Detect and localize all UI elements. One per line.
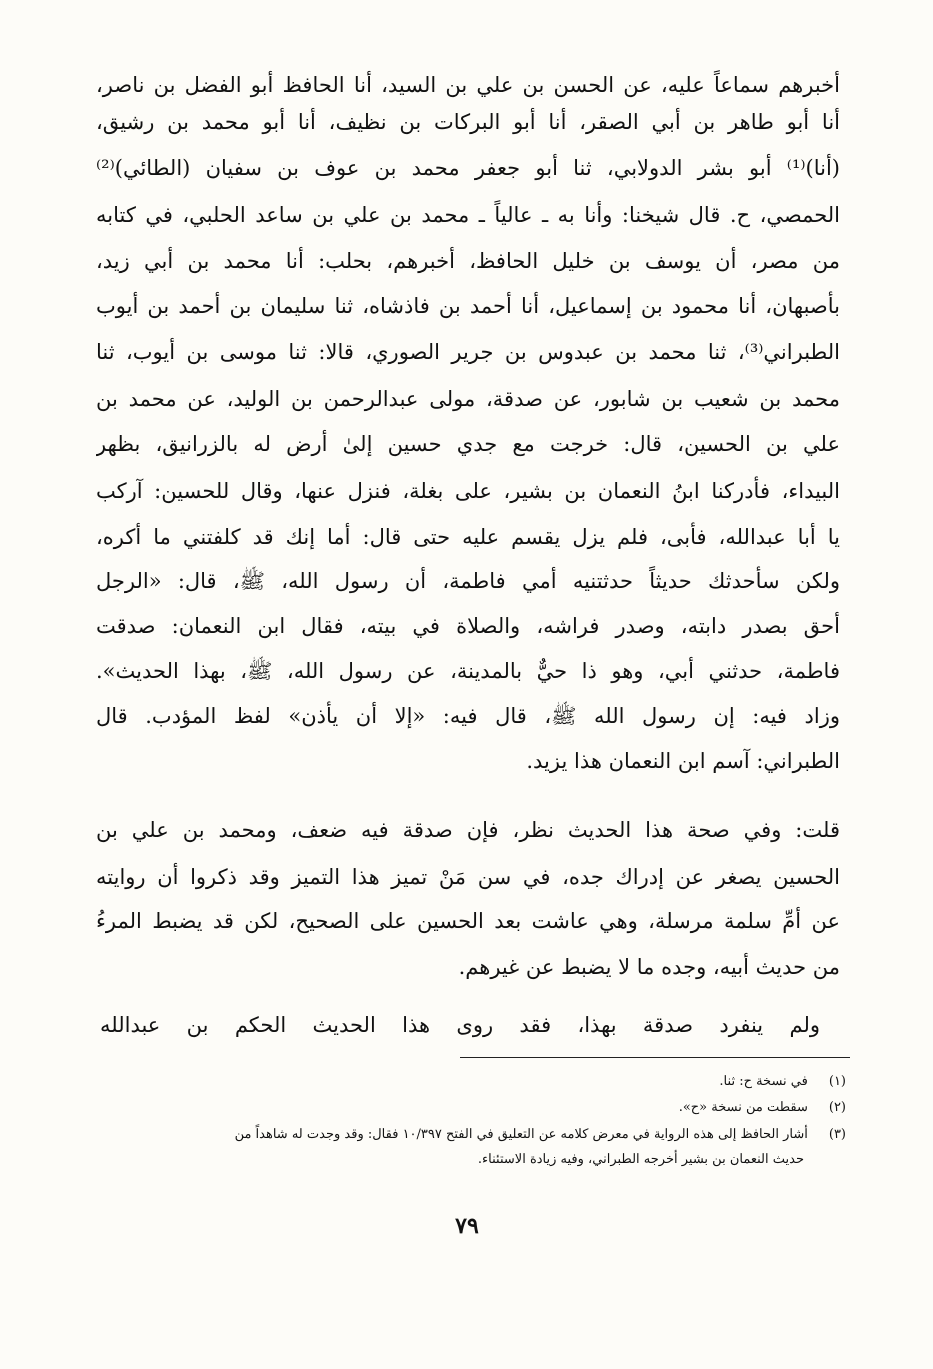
page-number: ٧٩	[455, 1213, 479, 1239]
paragraph2-line: الحسين يصغر عن إدراك جده، في سن مَنْ تميز هذا التميز وقد ذكروا أن روايته	[96, 865, 840, 889]
footnote-text: سقطت من نسخة «ح».	[678, 1100, 808, 1115]
footnote-text: في نسخة ح: ثنا.	[719, 1074, 808, 1089]
paragraph1-line: أخبرهم سماعاً عليه، عن الحسن بن علي بن السيد، أنا الحافظ أبو الفضل بن ناصر،	[96, 73, 840, 97]
footnote-continuation: حديث النعمان بن بشير أخرجه الطبراني، وفيه زيادة الاستئناء.	[477, 1152, 804, 1167]
paragraph2-line: من حديث أبيه، وجده ما لا يضبط عن غيرهم.	[458, 955, 840, 979]
footnote-number: (٢)	[828, 1100, 846, 1115]
paragraph1-line: بأصبهان، أنا محمود بن إسماعيل، أنا أحمد بن فاذشاه، ثنا سليمان بن أحمد بن أيوب	[96, 294, 840, 318]
paragraph1-line: وزاد فيه: إن رسول الله ﷺ، قال فيه: «إلا أن يأذن» لفظ المؤدب. قال	[96, 704, 840, 728]
footnote-divider	[460, 1057, 850, 1058]
footnote-number: (١)	[828, 1074, 846, 1089]
paragraph1-line: أحق بصدر دابته، وصدر فراشه، والصلاة في بيته، فقال ابن النعمان: صدقت	[96, 614, 840, 638]
paragraph2-line: عن أمِّ سلمة مرسلة، وهي عاشت بعد الحسين على الصحيح، لكن قد يضبط المرءُ	[96, 909, 840, 933]
footnote	[104, 1071, 846, 1093]
paragraph1-line: الطبراني⁽³⁾، ثنا محمد بن عبدوس بن جرير الصوري، قالا: ثنا موسى بن أيوب، ثنا	[96, 340, 840, 364]
paragraph1-line: الحمصي، ح. قال شيخنا: وأنا به ـ عالياً ـ محمد بن علي بن ساعد الحلبي، في كتابه	[96, 203, 840, 227]
paragraph1-line: محمد بن شعيب بن شابور، عن صدقة، مولى عبدالرحمن بن الوليد، عن محمد بن	[96, 387, 840, 411]
paragraph1-line: الطبراني: آسم ابن النعمان هذا يزيد.	[526, 749, 840, 773]
paragraph3-line: ولم ينفرد صدقة بهذا، فقد روى هذا الحديث الحكم بن عبدالله	[100, 1013, 820, 1037]
paragraph1-line: ولكن سأحدثك حديثاً حدثتنيه أمي فاطمة، أن رسول الله، ﷺ، قال: «الرجل	[96, 569, 840, 593]
footnote-text: أشار الحافظ إلى هذه الرواية في معرض كلامه عن التعليق في الفتح ١٠/٣٩٧ فقال: وقد وجدت له شاهداً من	[234, 1127, 808, 1142]
footnote	[104, 1097, 846, 1119]
paragraph1-line: يا أبا عبدالله، فأبى، فلم يزل يقسم عليه حتى قال: أما إنك قد كلفتني ما أكره،	[96, 525, 840, 549]
paragraph1-line: أنا أبو طاهر بن أبي الصقر، أنا أبو البركات بن نظيف، أنا أبو محمد بن رشيق،	[96, 110, 840, 134]
paragraph1-line: (أنا)⁽¹⁾ أبو بشر الدولابي، ثنا أبو جعفر محمد بن عوف بن سفيان (الطائي)⁽²⁾	[96, 156, 840, 180]
paragraph1-line: من مصر، أن يوسف بن خليل الحافظ، أخبرهم، بحلب: أنا محمد بن أبي زيد،	[96, 249, 840, 273]
footnote	[104, 1124, 846, 1146]
paragraph2-line: قلت: وفي صحة هذا الحديث نظر، فإن صدقة فيه ضعف، ومحمد بن علي بن	[96, 818, 840, 842]
footnote-number: (٣)	[828, 1127, 846, 1142]
paragraph1-line: فاطمة، حدثني أبي، وهو ذا حيٌّ بالمدينة، عن رسول الله، ﷺ، بهذا الحديث».	[96, 659, 840, 683]
paragraph1-line: البيداء، فأدركنا ابنُ النعمان بن بشير، على بغلة، فنزل عنها، وقال للحسين: آركب	[96, 479, 840, 503]
paragraph1-line: علي بن الحسين، قال: خرجت مع جدي حسين إلىٰ أرض له بالزرانيق، بظهر	[96, 432, 840, 456]
